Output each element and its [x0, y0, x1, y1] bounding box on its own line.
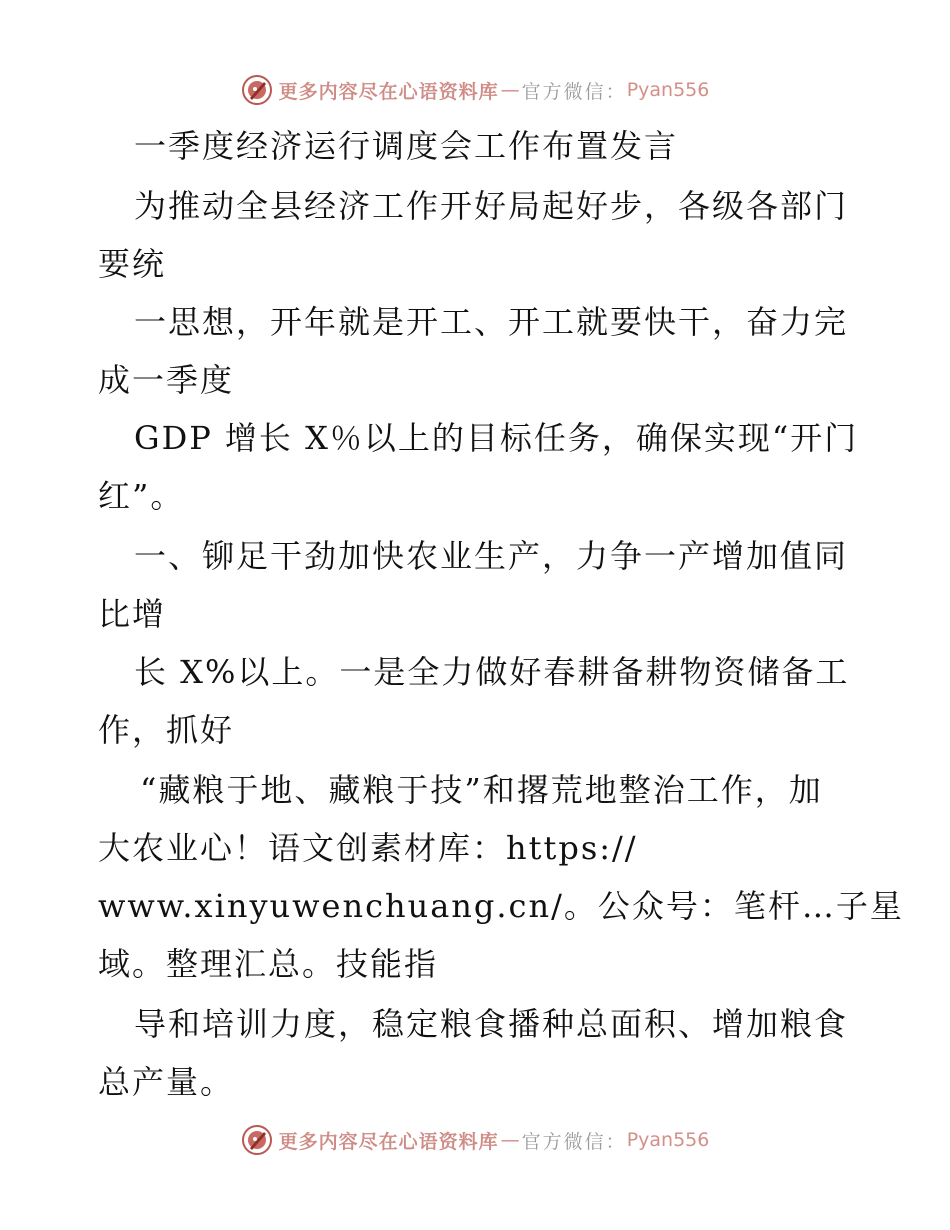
- paragraph-line: “藏粮于地、藏粮于技”和撂荒地整治工作，加: [140, 771, 823, 809]
- paragraph-line: 一思想，开年就是开工、开工就要快干，奋力完: [134, 303, 849, 341]
- paragraph-line: GDP 增长 X％以上的目标任务，确保实现“开门: [134, 419, 859, 457]
- paragraph-line: 比增: [98, 595, 167, 633]
- banner-dash: —: [500, 1129, 520, 1151]
- paragraph-line: 成一季度: [98, 361, 235, 399]
- footer-banner: [0, 1120, 950, 1160]
- paragraph-line: 导和培训力度，稳定粮食播种总面积、增加粮食: [134, 1005, 849, 1043]
- pen-logo-icon: [241, 1124, 273, 1156]
- paragraph-line: 一、铆足干劲加快农业生产，力争一产增加值同: [134, 537, 849, 575]
- paragraph-line: 要统: [98, 245, 167, 283]
- paragraph-line: 大农业心！语文创素材库：https://: [98, 829, 638, 867]
- banner-sub-text: 官方微信：: [521, 80, 627, 103]
- banner-main-text: 更多内容尽在心语资料库: [278, 1130, 499, 1153]
- paragraph-line: 作，抓好: [98, 711, 235, 749]
- doc-title: 一季度经济运行调度会工作布置发言: [134, 127, 679, 165]
- paragraph-line: 总产量。: [98, 1063, 235, 1101]
- banner-sub-text: 官方微信：: [521, 1130, 627, 1153]
- banner-main-text: 更多内容尽在心语资料库: [278, 80, 499, 103]
- paragraph-line: 长 X%以上。一是全力做好春耕备耕物资储备工: [134, 653, 850, 691]
- banner-id-text: Pyan556: [626, 79, 710, 101]
- paragraph-line: 红”。: [98, 477, 185, 515]
- paragraph-line: 域。整理汇总。技能指: [98, 945, 439, 983]
- paragraph-line: 为推动全县经济工作开好局起好步，各级各部门: [134, 187, 849, 225]
- banner-id-text: Pyan556: [626, 1129, 710, 1151]
- banner-dash: —: [500, 79, 520, 101]
- paragraph-line: www.xinyuwenchuang.cn/。公众号：笔杆…子星: [98, 887, 904, 925]
